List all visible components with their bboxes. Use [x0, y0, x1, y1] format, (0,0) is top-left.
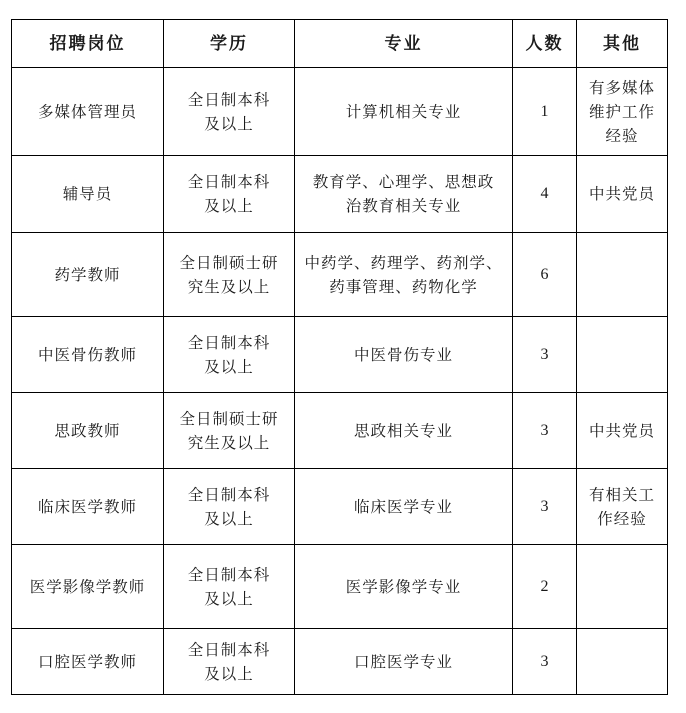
cell-position: 临床医学教师	[12, 469, 164, 545]
cell-count: 1	[513, 68, 577, 156]
table-row	[12, 545, 668, 629]
cell-position: 多媒体管理员	[12, 68, 164, 156]
cell-other: 有相关工 作经验	[577, 469, 668, 545]
cell-count: 4	[513, 156, 577, 233]
cell-count: 3	[513, 393, 577, 469]
cell-major: 临床医学专业	[295, 469, 513, 545]
cell-other: 中共党员	[577, 156, 668, 233]
cell-other	[577, 545, 668, 629]
cell-position: 中医骨伤教师	[12, 317, 164, 393]
header-position: 招聘岗位	[12, 20, 164, 68]
recruitment-table	[11, 19, 668, 695]
cell-other: 中共党员	[577, 393, 668, 469]
table-row	[12, 317, 668, 393]
cell-position: 口腔医学教师	[12, 629, 164, 695]
cell-count: 6	[513, 233, 577, 317]
cell-education: 全日制本科 及以上	[164, 156, 295, 233]
cell-count: 3	[513, 629, 577, 695]
cell-major: 思政相关专业	[295, 393, 513, 469]
cell-count: 2	[513, 545, 577, 629]
cell-education: 全日制硕士研 究生及以上	[164, 393, 295, 469]
header-row	[12, 20, 668, 68]
header-other: 其他	[577, 20, 668, 68]
cell-education: 全日制硕士研 究生及以上	[164, 233, 295, 317]
cell-position: 药学教师	[12, 233, 164, 317]
cell-other	[577, 317, 668, 393]
table-row	[12, 629, 668, 695]
cell-count: 3	[513, 317, 577, 393]
table-row	[12, 156, 668, 233]
header-major: 专业	[295, 20, 513, 68]
cell-major: 口腔医学专业	[295, 629, 513, 695]
cell-position: 辅导员	[12, 156, 164, 233]
header-count: 人数	[513, 20, 577, 68]
cell-count: 3	[513, 469, 577, 545]
cell-major: 教育学、心理学、思想政 治教育相关专业	[295, 156, 513, 233]
cell-major: 计算机相关专业	[295, 68, 513, 156]
cell-education: 全日制本科 及以上	[164, 317, 295, 393]
table-row	[12, 393, 668, 469]
table-row	[12, 233, 668, 317]
cell-major: 医学影像学专业	[295, 545, 513, 629]
header-education: 学历	[164, 20, 295, 68]
cell-education: 全日制本科 及以上	[164, 545, 295, 629]
cell-other	[577, 629, 668, 695]
cell-position: 思政教师	[12, 393, 164, 469]
cell-other	[577, 233, 668, 317]
cell-position: 医学影像学教师	[12, 545, 164, 629]
table-row	[12, 68, 668, 156]
table-row	[12, 469, 668, 545]
cell-education: 全日制本科 及以上	[164, 469, 295, 545]
cell-other: 有多媒体 维护工作 经验	[577, 68, 668, 156]
cell-education: 全日制本科 及以上	[164, 629, 295, 695]
cell-education: 全日制本科 及以上	[164, 68, 295, 156]
cell-major: 中医骨伤专业	[295, 317, 513, 393]
cell-major: 中药学、药理学、药剂学、 药事管理、药物化学	[295, 233, 513, 317]
